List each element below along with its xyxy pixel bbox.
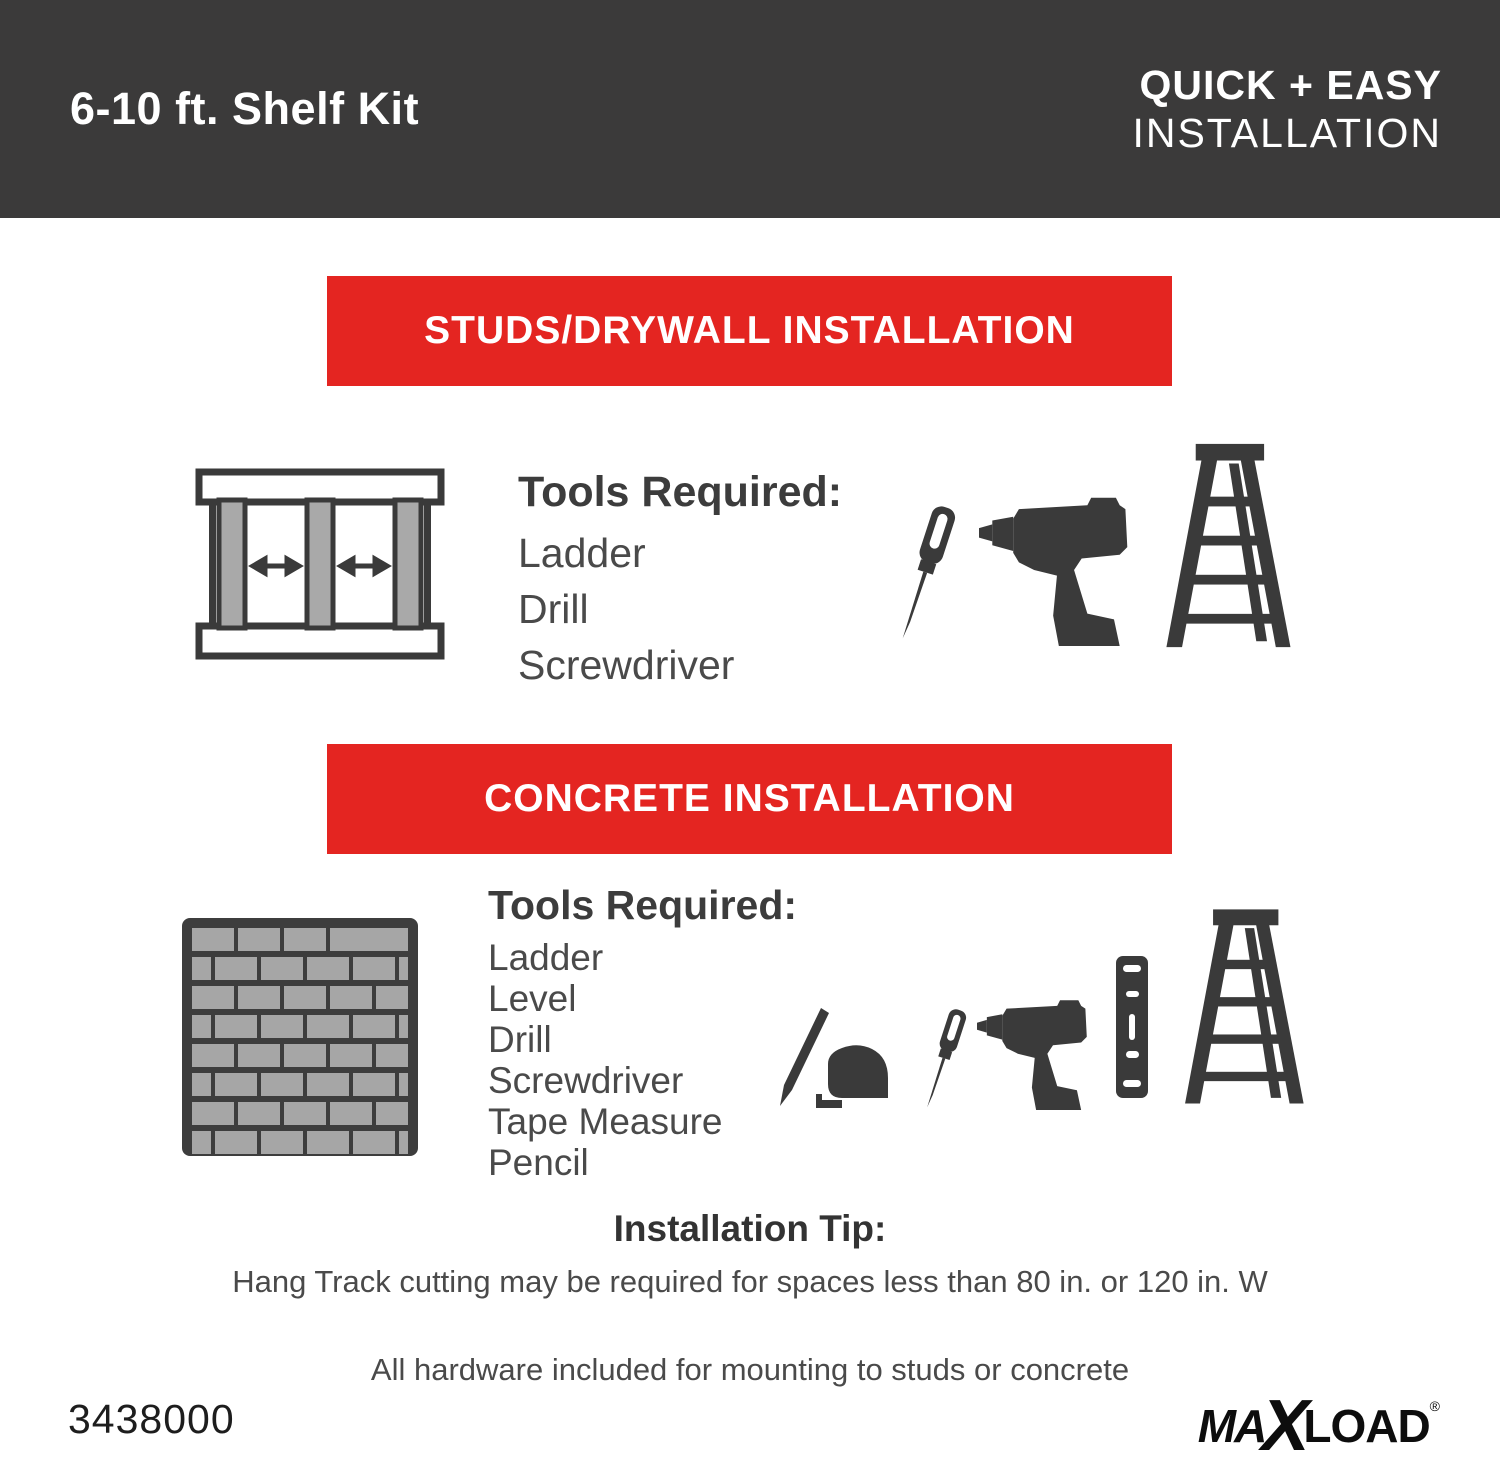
tagline-light: INSTALLATION (1132, 110, 1442, 156)
installation-tip (0, 1208, 1500, 1300)
tools-required-heading: Tools Required: (488, 882, 798, 928)
hardware-note: All hardware included for mounting to studs or concrete (370, 1352, 1130, 1387)
screwdriver-icon (900, 1000, 985, 1121)
drill-icon (975, 492, 1137, 646)
header-bar (0, 0, 1500, 218)
ladder-icon (1152, 440, 1300, 650)
logo-x: X (1261, 1386, 1310, 1465)
brick-wall-icon (182, 918, 418, 1156)
drill-icon (974, 996, 1094, 1110)
studs-wall-icon (195, 450, 445, 678)
tagline-bold: QUICK + EASY (1139, 62, 1442, 108)
tool-item-pencil: Pencil (488, 1142, 589, 1183)
studs-drywall-banner (327, 276, 1172, 386)
concrete-banner (327, 744, 1172, 854)
registered-mark: ® (1429, 1398, 1440, 1414)
screwdriver-icon (867, 494, 981, 657)
installation-tip-text: Hang Track cutting may be required for spaces less than 80 in. or 120 in. W (232, 1264, 1268, 1299)
tape-measure-icon (816, 1042, 898, 1108)
studs-tools-block (518, 468, 842, 693)
level-icon (1114, 954, 1150, 1100)
logo-ma: MA (1197, 1400, 1266, 1452)
tool-item-drill: Drill (518, 586, 589, 632)
tools-list (488, 937, 797, 1183)
studs-drywall-banner-label: STUDS/DRYWALL INSTALLATION (424, 309, 1075, 352)
tool-item-drill: Drill (488, 1019, 552, 1060)
tools-required-heading: Tools Required: (518, 468, 843, 516)
product-title: 6-10 ft. Shelf Kit (70, 83, 420, 134)
installation-tip-heading: Installation Tip: (613, 1208, 887, 1249)
tool-item-ladder: Ladder (518, 530, 646, 576)
header-tagline (1132, 61, 1442, 157)
tool-item-level: Level (488, 978, 577, 1019)
tool-item-tape-measure: Tape Measure (488, 1101, 723, 1142)
tools-list (518, 525, 842, 693)
model-number: 3438000 (68, 1396, 235, 1442)
ladder-icon (1172, 902, 1312, 1110)
tool-item-screwdriver: Screwdriver (518, 642, 735, 688)
concrete-tools-block (488, 882, 797, 1183)
tool-item-ladder: Ladder (488, 937, 604, 978)
concrete-banner-label: CONCRETE INSTALLATION (484, 777, 1015, 820)
logo-load: LOAD (1303, 1400, 1430, 1452)
tool-item-screwdriver: Screwdriver (488, 1060, 684, 1101)
maxload-logo (1197, 1386, 1440, 1465)
